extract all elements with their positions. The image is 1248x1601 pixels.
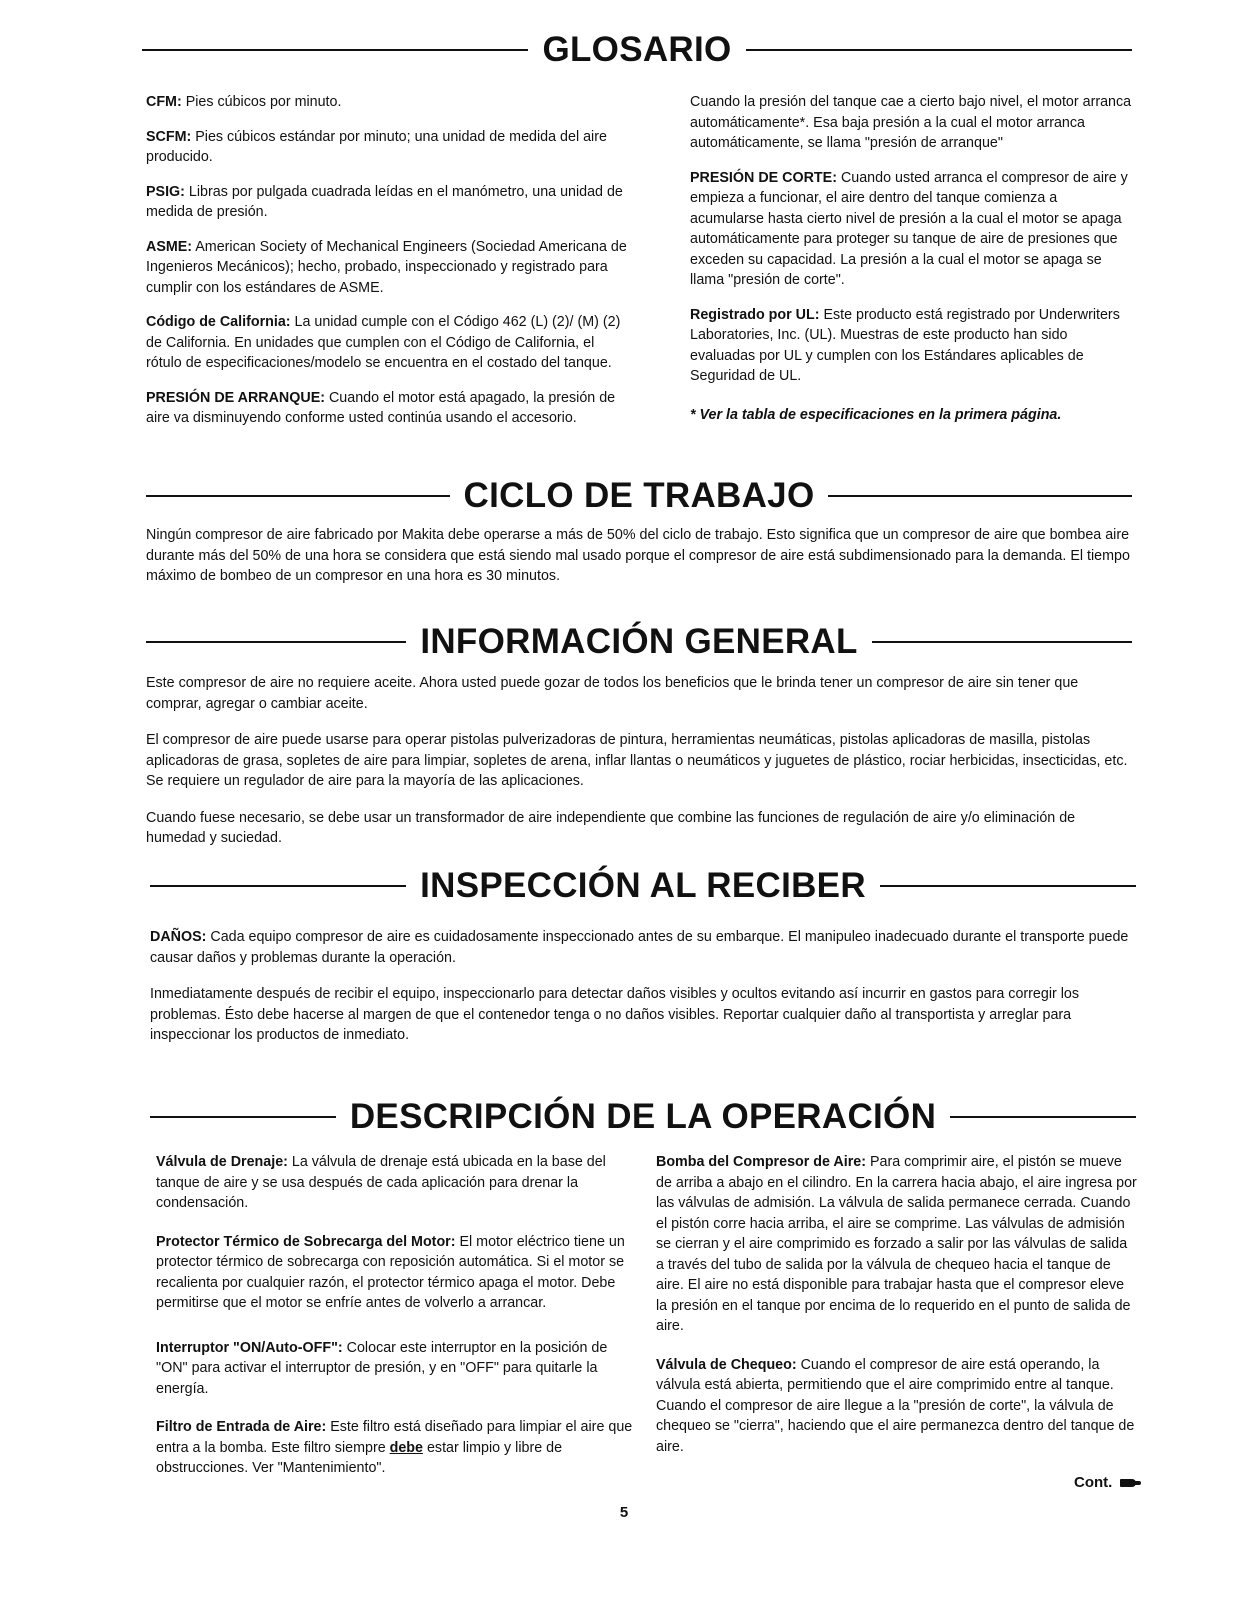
glosario-right-column <box>690 92 1132 425</box>
description-entry <box>156 1232 634 1314</box>
description-term: Protector Térmico de Sobrecarga del Motor: <box>156 1233 456 1250</box>
glossary-entry <box>146 312 632 374</box>
description-text: El motor eléctrico tiene un protector térmico de sobrecarga con reposición automática. Si el motor se recalienta por cualquier razón, el protector térmico apaga el motor. Debe permitirse que el motor se enfríe antes de volverlo a arrancar. <box>156 1233 625 1311</box>
heading-rule-left <box>146 495 450 497</box>
informacion-paragraph: El compresor de aire puede usarse para operar pistolas pulverizadoras de pintura, herramientas neumáticas, pistolas aplicadoras de masilla, pistolas aplicadoras de grasa, sopletes de aire para limpiar, sopletes de arena, inflar llantas o neumáticos y juguetes de plástico, rociar herbicidas, insecticidas, etc. Se requiere un regulador de aire para la mayoría de las aplicaciones. <box>146 732 1128 789</box>
inspeccion-paragraph: Inmediatamente después de recibir el equipo, inspeccionarlo para detectar daños visibles y ocultos evitando así incurrir en gastos para corregir los problemas. Ésto debe hacerse al margen de que el contenedor tenga o no daños visibles. Reportar cualquier daño al transportista y arreglar para inspeccionar los productos de inmediato. <box>150 986 1080 1043</box>
glossary-entry <box>146 92 632 113</box>
glossary-term: Código de California: <box>146 314 291 330</box>
glossary-text: La unidad cumple con el Código 462 (L) (2)/ (M) (2) de California. En unidades que cumplen con el Código de California, el rótulo de especificaciones/modelo se encuentra en el costado del tanque. <box>146 314 621 371</box>
damage-term: DAÑOS: <box>150 929 207 945</box>
glossary-term: CFM: <box>146 94 182 110</box>
glossary-term: PRESIÓN DE CORTE: <box>690 169 837 186</box>
informacion-title: INFORMACIÓN GENERAL <box>420 622 858 661</box>
description-term: Filtro de Entrada de Aire: <box>156 1419 327 1435</box>
description-text: Colocar este interruptor en la posición de "ON" para activar el interruptor de presión, y en "OFF" para quitarle la energía. <box>156 1339 608 1397</box>
inspeccion-damage-paragraph <box>150 927 1136 968</box>
description-entry <box>656 1355 1138 1458</box>
description-text: Este filtro está diseñado para limpiar el aire que entra a la bomba. Este filtro siempre <box>156 1419 633 1456</box>
specs-note: * Ver la tabla de especificaciones en la primera página. <box>690 406 1062 423</box>
glossary-term: Registrado por UL: <box>690 306 820 323</box>
glossary-entry <box>146 182 632 223</box>
damage-text: Cada equipo compresor de aire es cuidadosamente inspeccionado antes de su embarque. El manipuleo inadecuado durante el transporte puede causar daños y problemas durante la operación. <box>150 929 1129 966</box>
glossary-text: Pies cúbicos por minuto. <box>181 94 342 110</box>
inspeccion-heading <box>150 868 1136 903</box>
informacion-heading <box>146 624 1132 659</box>
heading-rule-right <box>950 1116 1136 1118</box>
glosario-heading <box>142 32 1132 67</box>
description-text: Para comprimir aire, el pistón se mueve de arriba a abajo en el cilindro. En la carrera hacia abajo, el aire ingresa por las válvulas de admisión. La válvula de salida permanece cerrada. Cuando el pistón corre hacia arriba, el aire se comprime. Las válvulas de admisión se cierran y el aire comprimido es forzado a salir por las válvulas de salida a través del tubo de salida por la válvula de chequeo hacia el tanque de aire. El aire no está disponible para trabajar hasta que el compresor eleve la presión en el tanque por encima de lo requerido en el punto de salida de aire. <box>656 1154 1137 1334</box>
ciclo-body <box>146 525 1136 587</box>
glossary-entry <box>146 388 632 429</box>
inspeccion-body <box>150 927 1136 1046</box>
glossary-term: PSIG: <box>146 183 185 200</box>
glossary-text: Este producto está registrado por Underwriters Laboratories, Inc. (UL). Muestras de este producto han sido evaluadas por UL y cumplen con los Estándares aplicables de Seguridad de UL. <box>690 306 1120 384</box>
description-term: Bomba del Compresor de Aire: <box>656 1154 866 1170</box>
description-text: La válvula de drenaje está ubicada en la base del tanque de aire y se usa después de cada aplicación para drenar la condensación. <box>156 1154 606 1211</box>
glossary-entry <box>690 305 1132 387</box>
heading-rule-right <box>828 495 1132 497</box>
informacion-paragraph: Este compresor de aire no requiere aceite. Ahora usted puede gozar de todos los beneficios que le brinda tener un compresor de aire sin tener que comprar, agregar o cambiar aceite. <box>146 675 1079 712</box>
glossary-term: PRESIÓN DE ARRANQUE: <box>146 389 325 406</box>
emphasis-must: debe <box>389 1439 423 1456</box>
heading-rule-left <box>150 1116 336 1118</box>
glossary-term: SCFM: <box>146 128 192 145</box>
description-term: Interruptor "ON/Auto-OFF": <box>156 1339 343 1356</box>
continued-marker <box>1074 1474 1136 1491</box>
description-entry <box>656 1152 1138 1337</box>
glosario-left-column <box>146 92 632 429</box>
glossary-text: Cuando el motor está apagado, la presión de aire va disminuyendo conforme usted continúa usando el accesorio. <box>146 389 616 426</box>
page-number: 5 <box>619 1504 629 1521</box>
glossary-text: Pies cúbicos estándar por minuto; una unidad de medida del aire producido. <box>146 128 607 165</box>
pointing-hand-icon <box>1120 1479 1136 1487</box>
glosario-title: GLOSARIO <box>542 30 732 69</box>
descripcion-title: DESCRIPCIÓN DE LA OPERACIÓN <box>349 1097 937 1136</box>
ciclo-heading <box>146 478 1132 513</box>
heading-rule-left <box>150 885 406 887</box>
glossary-text: Libras por pulgada cuadrada leídas en el manómetro, una unidad de medida de presión. <box>146 183 623 220</box>
description-term: Válvula de Drenaje: <box>156 1154 288 1170</box>
heading-rule-right <box>880 885 1136 887</box>
description-entry <box>156 1152 634 1214</box>
description-text: Cuando el compresor de aire está operando, la válvula está abierta, permitiendo que el aire comprimido entre al tanque. Cuando el compresor de aire llegue a la "presión de corte", la válvula de chequeo se "cierra", haciendo que el aire permanezca dentro del tanque de aire. <box>656 1356 1135 1455</box>
continued-label: Cont. <box>1074 1474 1113 1491</box>
glossary-text: Cuando usted arranca el compresor de aire y empieza a funcionar, el aire dentro del tanque comienza a acumularse hasta cierto nivel de presión a la cual el motor se apaga automáticamente para proteger su tanque de aire de presiones que exceden su capacidad. La presión a la cual el motor se apaga se llama "presión de corte". <box>690 169 1128 288</box>
glossary-entry <box>146 127 632 168</box>
glossary-entry <box>690 92 1132 154</box>
glossary-term: ASME: <box>146 238 193 255</box>
descripcion-right-column <box>656 1152 1138 1457</box>
glossary-text: American Society of Mechanical Engineers (Sociedad Americana de Ingenieros Mecánicos); hecho, probado, inspeccionado y registrado para cumplir con los estándares de ASME. <box>146 238 627 296</box>
heading-rule-left <box>142 49 528 51</box>
glossary-entry <box>690 168 1132 291</box>
inspeccion-title: INSPECCIÓN AL RECIBER <box>420 866 866 905</box>
ciclo-paragraph: Ningún compresor de aire fabricado por Makita debe operarse a más de 50% del ciclo de trabajo. Esto significa que un compresor de aire que bombea aire durante más del 50% de una hora se considera que está siendo mal usado porque el compresor de aire está subdimensionado para la demanda. El tiempo máximo de bombeo de un compresor en una hora es 30 minutos. <box>146 527 1130 584</box>
description-entry-filter <box>156 1417 634 1479</box>
heading-rule-right <box>746 49 1132 51</box>
heading-rule-right <box>872 641 1132 643</box>
glossary-text: Cuando la presión del tanque cae a cierto bajo nivel, el motor arranca automáticamente*. Esa baja presión a la cual el motor arranca automáticamente, se llama "presión de arranque" <box>690 94 1132 151</box>
descripcion-heading <box>150 1099 1136 1134</box>
ciclo-title: CICLO DE TRABAJO <box>463 476 815 515</box>
description-term: Válvula de Chequeo: <box>656 1356 797 1373</box>
description-text: estar limpio y libre de obstrucciones. Ver "Mantenimiento". <box>156 1439 563 1476</box>
descripcion-left-column <box>156 1152 634 1479</box>
heading-rule-left <box>146 641 406 643</box>
glossary-entry <box>146 237 632 299</box>
description-entry <box>156 1338 634 1400</box>
informacion-paragraph: Cuando fuese necesario, se debe usar un transformador de aire independiente que combine las funciones de regulación de aire y/o eliminación de humedad y suciedad. <box>146 809 1076 846</box>
informacion-body <box>146 673 1136 849</box>
